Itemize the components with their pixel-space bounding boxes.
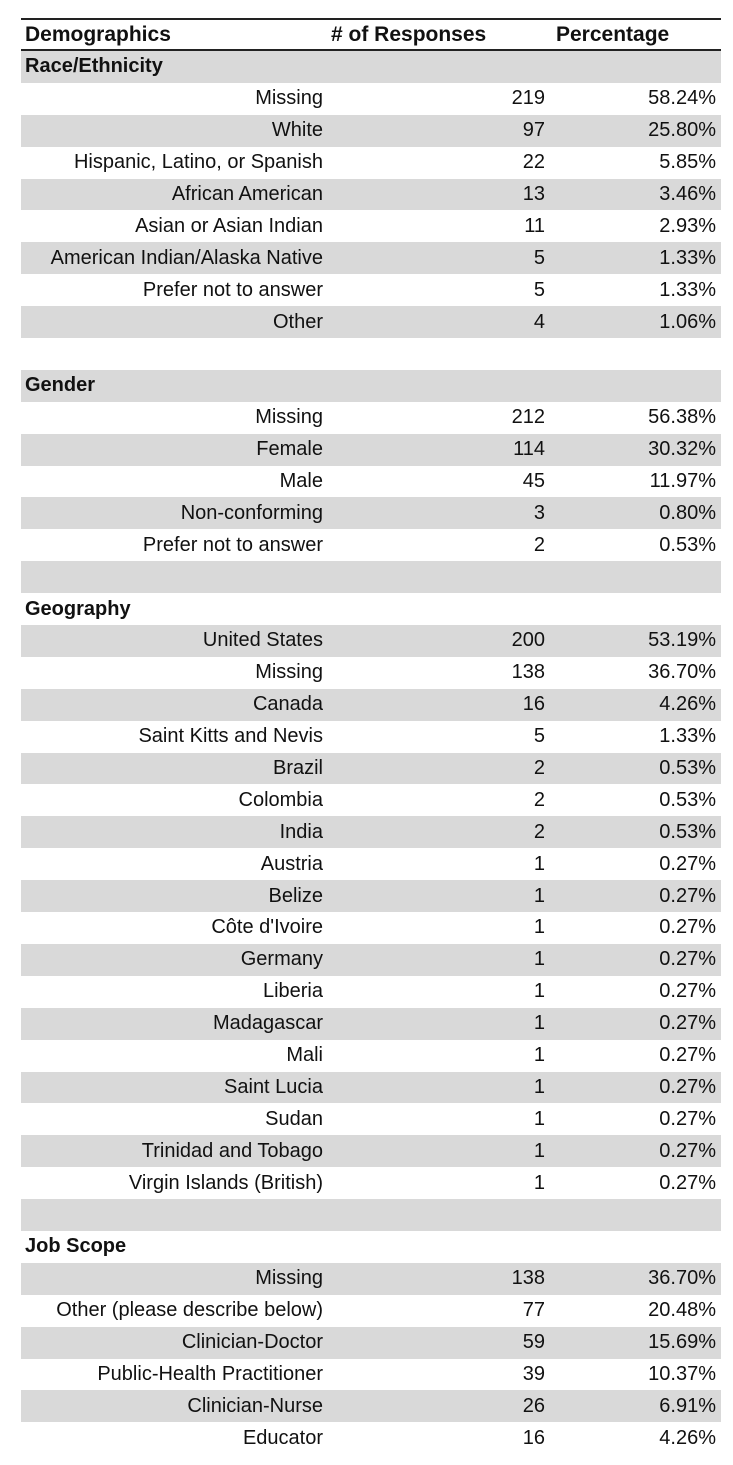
row-percentage: 3.46% xyxy=(659,183,716,205)
row-percentage: 20.48% xyxy=(648,1299,716,1322)
row-percentage: 0.27% xyxy=(659,1107,716,1130)
table-row xyxy=(21,83,721,115)
row-percentage: 4.26% xyxy=(659,693,716,716)
section-header-row xyxy=(21,370,721,402)
row-percentage: 1.33% xyxy=(659,246,716,269)
table-row xyxy=(21,912,721,944)
row-count: 4 xyxy=(533,310,545,333)
row-label: Missing xyxy=(255,406,323,429)
row-label: Other (please describe below) xyxy=(56,1299,323,1322)
row-percentage: 4.26% xyxy=(659,1426,716,1449)
row-percentage: 0.27% xyxy=(659,1044,716,1067)
row-count: 39 xyxy=(522,1362,545,1385)
section-header-row xyxy=(21,593,721,625)
row-label: Prefer not to answer xyxy=(142,278,323,301)
row-percentage: 15.69% xyxy=(648,1331,716,1354)
row-label: Non-conforming xyxy=(180,501,323,524)
row-label: Educator xyxy=(242,1426,323,1449)
row-count: 16 xyxy=(522,693,545,716)
table-row xyxy=(21,497,721,529)
row-label: Missing xyxy=(255,87,323,110)
row-label: Trinidad and Tobago xyxy=(141,1139,323,1162)
row-label: Germany xyxy=(240,948,323,971)
row-percentage: 0.27% xyxy=(659,1012,716,1035)
table-row xyxy=(21,721,721,753)
row-percentage: 2.93% xyxy=(659,214,716,237)
row-percentage: 0.27% xyxy=(659,948,716,971)
table-row xyxy=(21,1327,721,1359)
row-count: 1 xyxy=(533,1012,545,1035)
section-header-row xyxy=(21,51,721,83)
row-percentage: 0.53% xyxy=(659,533,716,556)
row-percentage: 30.32% xyxy=(648,438,716,461)
table-row xyxy=(21,1072,721,1104)
row-percentage: 0.53% xyxy=(659,820,716,843)
row-percentage: 0.27% xyxy=(659,852,716,875)
table-header xyxy=(21,18,721,51)
row-count: 22 xyxy=(522,151,545,174)
demographics-table xyxy=(21,18,721,1454)
header-responses: # of Responses xyxy=(331,22,487,46)
table-row xyxy=(21,466,721,498)
row-count: 1 xyxy=(533,1139,545,1162)
row-percentage: 0.27% xyxy=(659,1139,716,1162)
row-count: 45 xyxy=(522,470,545,493)
row-percentage: 0.27% xyxy=(659,1171,716,1194)
row-label: Prefer not to answer xyxy=(142,533,323,556)
row-label: African American xyxy=(171,183,323,205)
row-percentage: 1.06% xyxy=(659,310,716,333)
table-row xyxy=(21,848,721,880)
table-row xyxy=(21,1422,721,1454)
table-row xyxy=(21,402,721,434)
table-row xyxy=(21,816,721,848)
row-percentage: 0.53% xyxy=(659,757,716,780)
table-row xyxy=(21,625,721,657)
table-row xyxy=(21,1263,721,1295)
row-count: 138 xyxy=(511,661,545,684)
row-count: 1 xyxy=(533,1171,545,1194)
row-count: 97 xyxy=(522,119,545,142)
row-label: Hispanic, Latino, or Spanish xyxy=(73,151,323,174)
row-percentage: 56.38% xyxy=(648,406,716,429)
table-row xyxy=(21,179,721,211)
row-percentage: 25.80% xyxy=(648,119,716,142)
row-label: Canada xyxy=(252,693,323,716)
header-demographics: Demographics xyxy=(25,22,171,46)
row-percentage: 0.27% xyxy=(659,1075,716,1098)
row-percentage: 0.27% xyxy=(659,916,716,939)
table-row xyxy=(21,1359,721,1391)
row-count: 1 xyxy=(533,1044,545,1067)
row-count: 1 xyxy=(533,1107,545,1130)
row-percentage: 11.97% xyxy=(649,470,716,493)
row-label: Sudan xyxy=(265,1107,323,1130)
row-count: 5 xyxy=(533,725,545,748)
row-label: American Indian/Alaska Native xyxy=(50,246,323,269)
row-count: 1 xyxy=(533,948,545,971)
row-count: 59 xyxy=(522,1331,545,1354)
table-row xyxy=(21,210,721,242)
spacer-row xyxy=(21,561,721,593)
spacer-row xyxy=(21,338,721,370)
table-row xyxy=(21,1295,721,1327)
row-label: Public-Health Practitioner xyxy=(97,1362,323,1385)
row-count: 1 xyxy=(533,884,545,907)
row-count: 138 xyxy=(511,1267,545,1290)
row-count: 5 xyxy=(533,246,545,269)
row-label: Liberia xyxy=(262,980,323,1003)
row-label: Brazil xyxy=(272,757,323,780)
table-row xyxy=(21,944,721,976)
table-row xyxy=(21,147,721,179)
table-row xyxy=(21,689,721,721)
row-label: United States xyxy=(202,629,323,652)
row-count: 16 xyxy=(522,1426,545,1449)
row-percentage: 0.53% xyxy=(659,788,716,811)
row-label: Clinician-Doctor xyxy=(181,1331,323,1354)
section-title: Job Scope xyxy=(25,1235,127,1258)
row-label: Côte d'Ivoire xyxy=(211,916,323,939)
table-row xyxy=(21,1390,721,1422)
row-label: Female xyxy=(256,438,323,461)
row-label: White xyxy=(271,119,323,142)
row-label: Madagascar xyxy=(212,1012,323,1035)
table-row xyxy=(21,1103,721,1135)
row-percentage: 58.24% xyxy=(648,87,716,110)
row-label: Missing xyxy=(255,661,323,684)
row-label: Saint Lucia xyxy=(224,1075,323,1098)
table-row xyxy=(21,880,721,912)
row-label: Missing xyxy=(255,1267,323,1290)
table-row xyxy=(21,1135,721,1167)
row-percentage: 36.70% xyxy=(648,1267,716,1290)
table-row xyxy=(21,1167,721,1199)
section-header-row xyxy=(21,1231,721,1263)
table-row xyxy=(21,115,721,147)
row-count: 200 xyxy=(511,629,545,652)
section-title: Gender xyxy=(25,374,96,397)
table-row xyxy=(21,1040,721,1072)
row-percentage: 0.27% xyxy=(659,980,716,1003)
row-label: Mali xyxy=(286,1044,323,1067)
row-label: Virgin Islands (British) xyxy=(128,1171,323,1194)
row-count: 5 xyxy=(533,278,545,301)
row-count: 2 xyxy=(533,788,545,811)
row-percentage: 6.91% xyxy=(659,1394,716,1417)
table-body xyxy=(21,51,721,1454)
row-percentage: 0.80% xyxy=(659,501,716,524)
row-count: 114 xyxy=(513,438,545,461)
row-label: Male xyxy=(279,470,323,493)
table-row xyxy=(21,274,721,306)
row-percentage: 10.37% xyxy=(648,1362,716,1385)
table-row xyxy=(21,784,721,816)
table-row xyxy=(21,1008,721,1040)
row-label: Other xyxy=(272,310,323,333)
table-row xyxy=(21,242,721,274)
row-count: 1 xyxy=(533,852,545,875)
row-label: Belize xyxy=(268,884,323,907)
row-count: 2 xyxy=(533,757,545,780)
table-row xyxy=(21,306,721,338)
row-count: 1 xyxy=(533,980,545,1003)
spacer-row xyxy=(21,1199,721,1231)
table-row xyxy=(21,529,721,561)
row-label: India xyxy=(279,820,323,843)
table-row xyxy=(21,434,721,466)
row-label: Colombia xyxy=(238,788,323,811)
section-title: Geography xyxy=(25,597,131,620)
row-count: 13 xyxy=(522,183,545,205)
row-count: 77 xyxy=(522,1299,545,1322)
table-row xyxy=(21,753,721,785)
row-count: 2 xyxy=(533,533,545,556)
row-percentage: 5.85% xyxy=(659,151,716,174)
row-label: Clinician-Nurse xyxy=(187,1394,323,1417)
section-title: Race/Ethnicity xyxy=(25,55,163,78)
row-percentage: 0.27% xyxy=(659,884,716,907)
row-count: 11 xyxy=(524,214,545,237)
row-count: 212 xyxy=(511,406,545,429)
row-count: 2 xyxy=(533,820,545,843)
row-percentage: 53.19% xyxy=(648,629,716,652)
table-row xyxy=(21,976,721,1008)
row-count: 219 xyxy=(511,87,545,110)
header-percentage: Percentage xyxy=(556,22,670,46)
row-label: Saint Kitts and Nevis xyxy=(138,725,323,748)
row-count: 1 xyxy=(533,916,545,939)
row-count: 3 xyxy=(533,501,545,524)
row-percentage: 1.33% xyxy=(659,278,716,301)
row-count: 1 xyxy=(533,1075,545,1098)
row-label: Asian or Asian Indian xyxy=(135,214,323,237)
table-row xyxy=(21,657,721,689)
row-percentage: 36.70% xyxy=(648,661,716,684)
row-count: 26 xyxy=(522,1394,545,1417)
row-percentage: 1.33% xyxy=(659,725,716,748)
row-label: Austria xyxy=(260,852,323,875)
